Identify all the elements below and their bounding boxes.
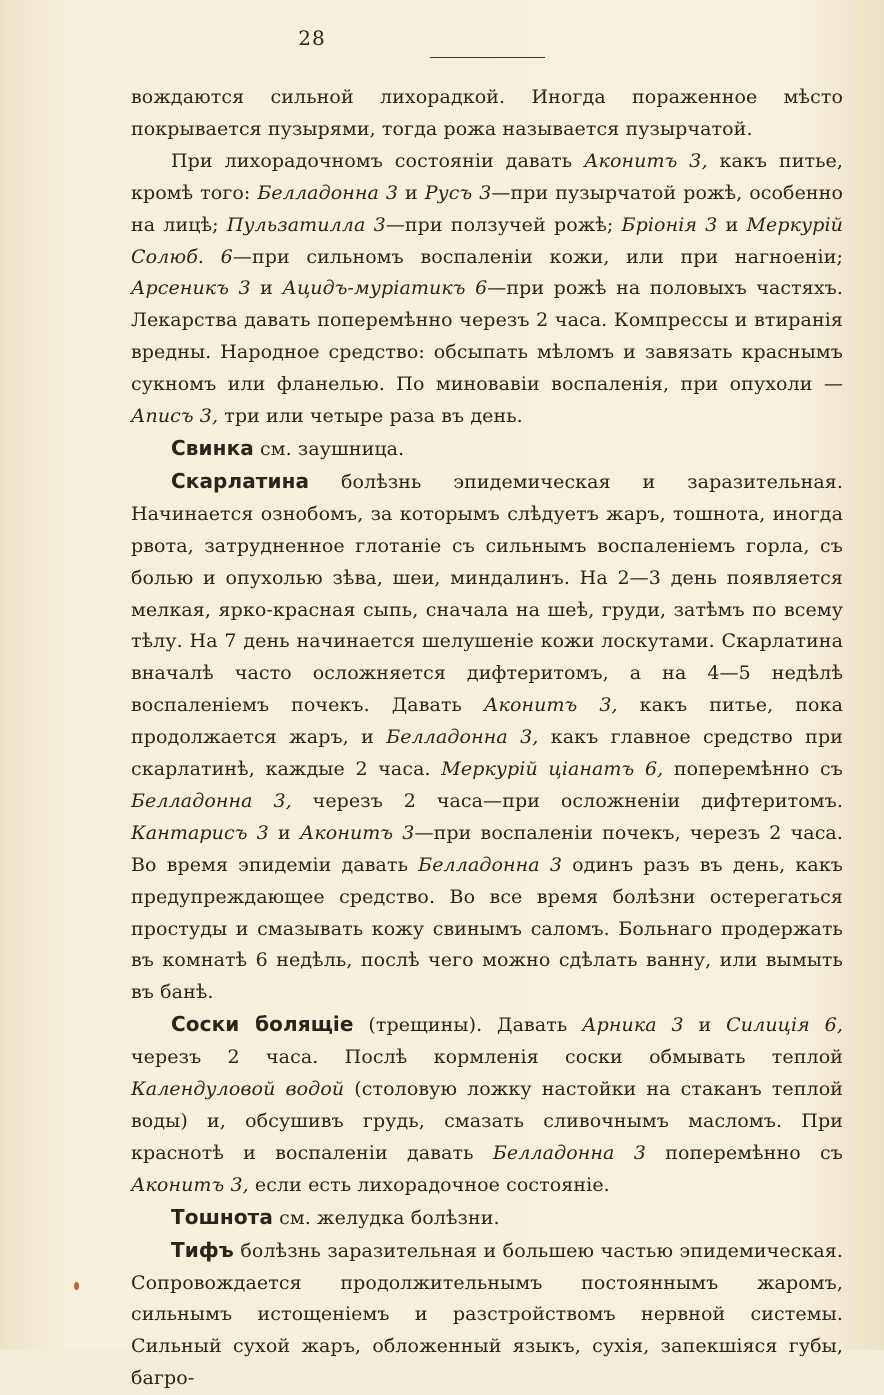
remedy-name: Аконитъ 3, — [584, 149, 708, 172]
text-run: какъ питье, кромѣ того: — [131, 149, 843, 204]
text-run: какъ главное средство при скарлатинѣ, каждые 2 часа. — [131, 726, 843, 781]
text-run: (трещины). Давать — [353, 1014, 583, 1037]
text-run: —при ползучей рожѣ; — [385, 213, 622, 236]
remedy-name: Ацидъ-муріатикъ 6 — [282, 277, 488, 300]
text-run: черезъ 2 часа. Послѣ кормленія соски обмывать теплой — [131, 1046, 843, 1069]
remedy-name: Пульзатилла 3 — [226, 213, 386, 236]
text-run: (столовую ложку настойки на стаканъ теплой воды) и, обсушивъ грудь, смазать сливочнымъ масломъ. При краснотѣ и воспаленіи давать — [131, 1078, 844, 1164]
remedy-name: Кантарисъ 3 — [131, 821, 269, 844]
text-run: поперемѣнно съ — [663, 758, 843, 781]
entry-heading: Скарлатина — [171, 468, 310, 493]
text-run: болѣзнь эпидемическая и заразительная. Начинается ознобомъ, за которымъ слѣдуетъ жаръ, тошнота, иногда рвота, затрудненное глотаніе съ сильнымъ воспаленіемъ горла, съ болью и опухолью зѣва, шеи, миндалинъ. На 2—3 день появляется мелкая, ярко-красная сыпь, сначала на шеѣ, груди, затѣмъ по всему тѣлу. На 7 день начинается шелушеніе кожи лоскутами. Скарлатина вначалѣ часто осложняется дифтеритомъ, а на 4—5 недѣлѣ воспаленіемъ почекъ. Давать — [131, 470, 843, 717]
paragraph — [131, 1009, 843, 1201]
entry-heading: Тошнота — [171, 1204, 273, 1229]
paragraph — [131, 146, 843, 433]
remedy-name: Аконитъ 3, — [484, 694, 618, 717]
paragraph — [131, 1202, 843, 1235]
paragraph — [131, 433, 843, 466]
paragraph — [131, 466, 843, 1009]
remedy-name: Аписъ 3, — [131, 405, 219, 428]
text-run: и — [250, 277, 283, 300]
text-run: если есть лихорадочное состояніе. — [248, 1173, 610, 1196]
page-number: 28 — [298, 26, 326, 50]
text-run: болѣзнь заразительная и большею частью эпидемическая. Сопровождается продолжительнымъ постояннымъ жаромъ, сильнымъ истощеніемъ и разстройствомъ нервной системы. Сильный сухой жаръ, обложенный языкъ, сухія, запекшіяся губы, багро- — [131, 1239, 843, 1390]
remedy-name: Силиція 6, — [726, 1014, 844, 1037]
remedy-name: Белладонна 3, — [386, 726, 539, 749]
remedy-name: Арсеникъ 3 — [131, 277, 251, 300]
text-run: —при сильномъ воспаленіи кожи, или при нагноеніи; — [232, 245, 843, 268]
entry-heading: Соски болящіе — [171, 1012, 354, 1037]
text-run: При лихорадочномъ состояніи давать — [171, 149, 585, 172]
body-text — [131, 82, 843, 1395]
remedy-name: Аконитъ 3 — [299, 821, 415, 844]
remedy-name: Меркурій Солюб. 6 — [131, 213, 843, 268]
remedy-name: Календуловой водой — [131, 1078, 345, 1101]
remedy-name: Бріонія 3 — [621, 213, 718, 236]
remedy-name: Арника 3 — [582, 1014, 684, 1037]
text-run: —при рожѣ на половыхъ частяхъ. Лекарства давать поперемѣнно черезъ 2 часа. Компрессы и втиранія вредны. Народное средство: обсыпать мѣломъ и завязать краснымъ сукномъ или фланелью. По миновавіи воспаленія, при опухоли — — [131, 277, 843, 396]
header-rule — [430, 57, 545, 58]
text-run: черезъ 2 часа—при осложненіи дифтеритомъ. — [291, 789, 843, 812]
text-run: три или четыре раза въ день. — [218, 405, 523, 428]
text-run: см. заушница. — [253, 437, 405, 460]
text-run: —при пузырчатой рожѣ, особенно на лицѣ; — [131, 181, 843, 236]
paper-stain — [74, 1282, 79, 1290]
text-run: поперемѣнно съ — [645, 1141, 843, 1164]
remedy-name: Меркурій ціанатъ 6, — [441, 758, 664, 781]
paragraph — [131, 82, 843, 146]
remedy-name: Аконитъ 3, — [131, 1173, 249, 1196]
entry-heading: Свинка — [171, 435, 254, 460]
remedy-name: Белладонна 3 — [257, 181, 399, 204]
text-run: какъ питье, пока продолжается жаръ, и — [131, 694, 843, 749]
text-run: и — [398, 181, 425, 204]
text-run: и — [717, 213, 747, 236]
remedy-name: Белладонна 3 — [492, 1141, 646, 1164]
remedy-name: Белладонна 3 — [418, 853, 563, 876]
text-run: —при воспаленіи почекъ, черезъ 2 часа. Во время эпидеміи давать — [131, 821, 843, 876]
text-run: вождаются сильной лихорадкой. Иногда пораженное мѣсто покрывается пузырями, тогда рожа называется пузырчатой. — [131, 86, 843, 140]
text-run: и — [268, 821, 300, 844]
text-run: см. желудка болѣзни. — [272, 1206, 500, 1229]
entry-heading: Тифъ — [171, 1237, 234, 1262]
remedy-name: Белладонна 3, — [131, 789, 292, 812]
text-run: одинъ разъ въ день, какъ предупреждающее средство. Во все время болѣзни остерегаться простуды и смазывать кожу свинымъ саломъ. Больнаго продержать въ комнатѣ 6 недѣль, послѣ чего можно сдѣлать ванну, или вымыть въ банѣ. — [131, 853, 843, 1004]
text-run: и — [683, 1014, 727, 1037]
paragraph — [131, 1235, 843, 1395]
remedy-name: Русъ 3 — [424, 181, 492, 204]
